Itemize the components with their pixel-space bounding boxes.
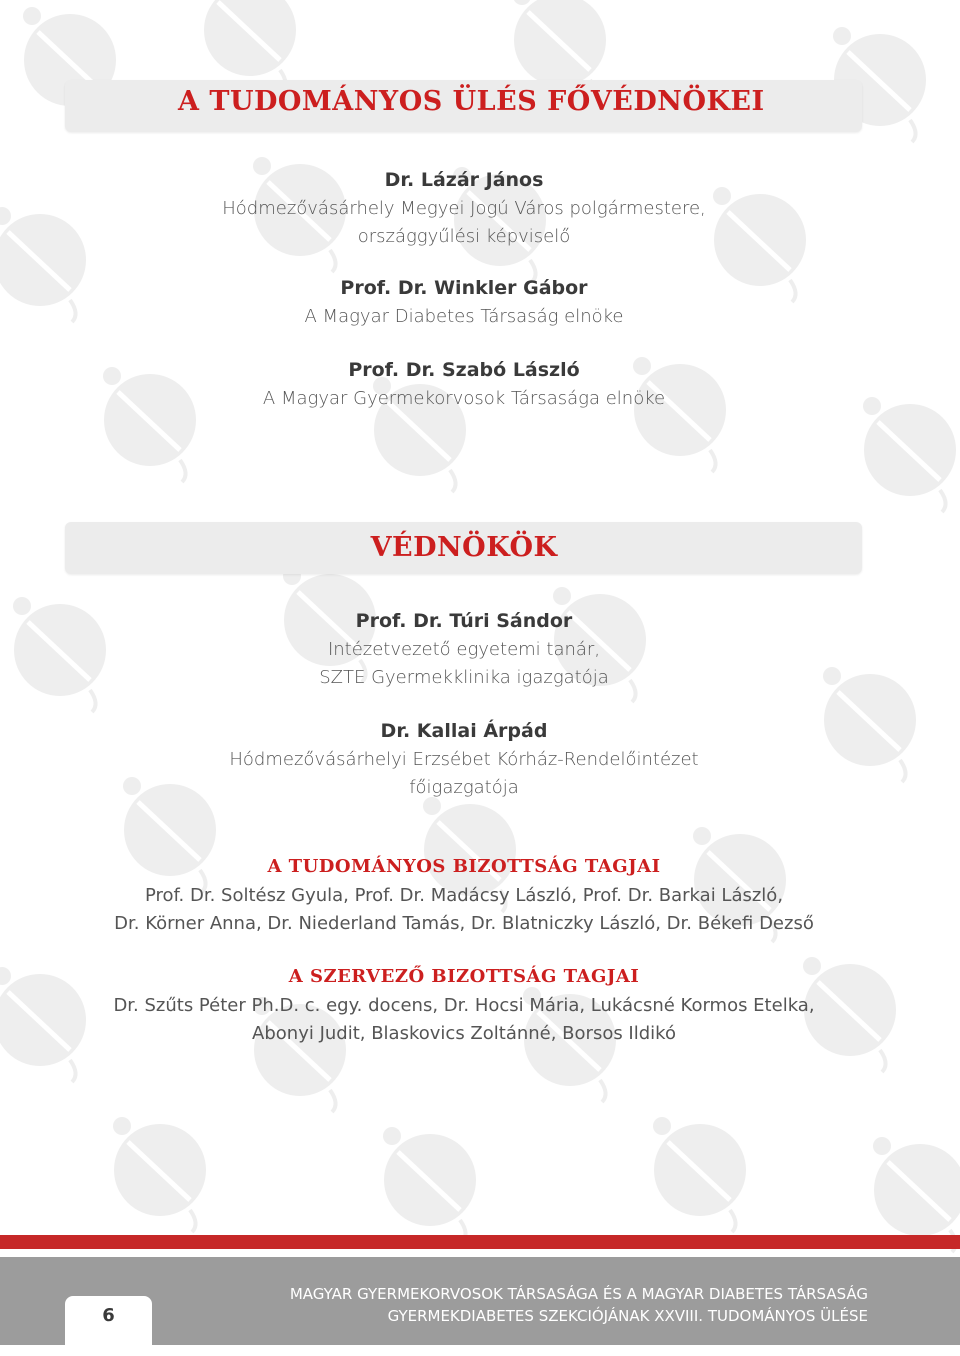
sponsor-2 xyxy=(0,716,928,802)
footer-red-stripe xyxy=(0,1235,960,1249)
scientific-committee-heading: A TUDOMÁNYOS BIZOTTSÁG TAGJAI xyxy=(267,856,661,877)
sponsor-role: főigazgatója xyxy=(409,777,519,798)
footer-text xyxy=(290,1283,868,1327)
patron-name: Prof. Dr. Winkler Gábor xyxy=(340,277,588,299)
section-title-vednokok: VÉDNÖKÖK xyxy=(370,532,558,563)
sponsor-name: Dr. Kallai Árpád xyxy=(380,720,548,742)
sponsor-name: Prof. Dr. Túri Sándor xyxy=(355,610,573,632)
sponsor-1 xyxy=(0,606,928,692)
footer-line-2: GYERMEKDIABETES SZEKCIÓJÁNAK XXVIII. TUDOMÁNYOS ÜLÉSE xyxy=(387,1307,868,1325)
patron-1 xyxy=(0,165,928,251)
scientific-committee xyxy=(0,852,928,938)
organizing-committee xyxy=(0,962,928,1048)
patron-name: Prof. Dr. Szabó László xyxy=(348,359,580,381)
sponsor-role: Intézetvezető egyetemi tanár, xyxy=(327,639,601,660)
patron-role: A Magyar Diabetes Társaság elnöke xyxy=(304,306,624,327)
patron-name: Dr. Lázár János xyxy=(384,169,544,191)
patron-3 xyxy=(0,355,928,413)
patron-role: Hódmezővásárhely Megyei Jogú Város polgármestere, xyxy=(222,198,706,219)
patron-role: A Magyar Gyermekorvosok Társasága elnöke xyxy=(262,388,666,409)
organizing-committee-members: Abonyi Judit, Blaskovics Zoltánné, Borsos Ildikó xyxy=(252,1023,676,1044)
page-title: A TUDOMÁNYOS ÜLÉS FŐVÉDNÖKEI xyxy=(178,86,765,117)
sponsor-role: Hódmezővásárhelyi Erzsébet Kórház-Rendelőintézet xyxy=(229,749,699,770)
footer-line-1: MAGYAR GYERMEKORVOSOK TÁRSASÁGA ÉS A MAGYAR DIABETES TÁRSASÁG xyxy=(289,1285,868,1303)
scientific-committee-members: Prof. Dr. Soltész Gyula, Prof. Dr. Madácsy László, Prof. Dr. Barkai László, xyxy=(144,885,784,906)
sponsor-role: SZTE Gyermekklinika igazgatója xyxy=(319,667,609,688)
organizing-committee-heading: A SZERVEZŐ BIZOTTSÁG TAGJAI xyxy=(288,966,640,987)
patron-2 xyxy=(0,273,928,331)
patron-role: országgyűlési képviselő xyxy=(357,226,571,247)
organizing-committee-members: Dr. Szűts Péter Ph.D. c. egy. docens, Dr. Hocsi Mária, Lukácsné Kormos Etelka, xyxy=(113,995,815,1016)
page-number: 6 xyxy=(102,1305,115,1326)
scientific-committee-members: Dr. Körner Anna, Dr. Niederland Tamás, Dr. Blatniczky László, Dr. Békefi Dezső xyxy=(114,913,814,934)
